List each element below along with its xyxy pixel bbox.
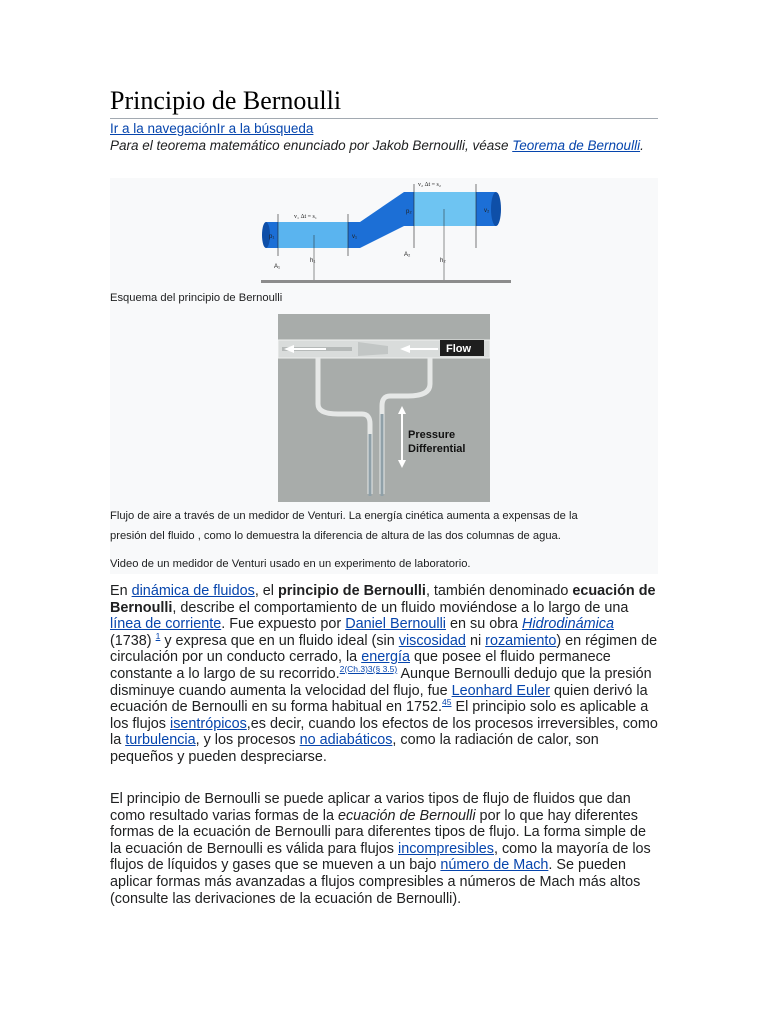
- figure2-caption-line1: Flujo de aire a través de un medidor de Venturi. La energía cinética aumenta a expensas de la: [110, 510, 578, 522]
- figure-container: [110, 178, 658, 574]
- page-title: Principio de Bernoulli: [110, 86, 658, 119]
- label-a2: A₂: [404, 252, 411, 258]
- venturi-meter-photo[interactable]: [278, 314, 490, 502]
- link-daniel-bernoulli[interactable]: Daniel Bernoulli: [345, 616, 446, 633]
- hatnote: Para el teorema matemático enunciado por Jakob Bernoulli, véase Teorema de Bernoulli.: [110, 138, 644, 153]
- skip-links: [110, 120, 313, 137]
- link-linea-de-corriente[interactable]: línea de corriente: [110, 616, 222, 633]
- reference-4-5[interactable]: 45: [442, 697, 452, 708]
- label-h2: h₂: [440, 258, 446, 264]
- reference-1[interactable]: 1: [155, 630, 161, 641]
- link-rozamiento[interactable]: rozamiento: [485, 632, 557, 649]
- figure2-caption-line2: presión del fluido , como lo demuestra la diferencia de altura de las dos columnas de agua.: [110, 530, 561, 542]
- link-dinamica-de-fluidos[interactable]: dinámica de fluidos: [131, 583, 255, 599]
- bernoulli-schematic-diagram[interactable]: [256, 178, 516, 288]
- link-leonhard-euler[interactable]: Leonhard Euler: [451, 682, 551, 699]
- fluid-section-1: [278, 222, 348, 248]
- label-a1: A₁: [274, 264, 281, 270]
- label-p1: p₁: [269, 234, 275, 240]
- link-isentropicos[interactable]: isentrópicos: [170, 715, 247, 732]
- reference-2-3[interactable]: 2(Ch.3)3(§ 3.5): [339, 664, 398, 675]
- label-p2: p₂: [406, 209, 412, 215]
- label-v1: v₁: [352, 234, 358, 240]
- label-v2: v₂: [484, 208, 490, 214]
- label-h1: h₁: [310, 258, 316, 264]
- hatnote-link[interactable]: Teorema de Bernoulli: [512, 138, 641, 153]
- link-hidrodinamica[interactable]: Hidrodinámica: [522, 616, 614, 633]
- skip-to-search-link[interactable]: Ir a la búsqueda: [216, 121, 314, 136]
- paragraph-forms: El principio de Bernoulli se puede aplicar a varios tipos de flujo de fluidos que dan como resultado varias formas de la ecuación de Bernoulli por lo que hay diferentes formas de la ecuación de Bernoulli para diferentes tipos de flujo. La forma simple de la ecuación de Bernoulli es válida para flujos incompresibles, como la mayoría de los flujos de líquidos y gases que se mueven a un bajo número de Mach. Se pueden aplicar formas más avanzadas a flujos compresibles a números de Mach más altos (consulte las derivaciones de la ecuación de Bernoulli).: [110, 791, 651, 907]
- differential-label: Differential: [408, 443, 466, 455]
- link-incompresibles[interactable]: incompresibles: [398, 840, 494, 857]
- label-v2-dt: v₂ Δt = s₂: [418, 182, 441, 188]
- link-energia[interactable]: energía: [361, 649, 410, 666]
- label-v1-dt: v₁ Δt = s₁: [294, 214, 317, 220]
- video-caption: Video de un medidor de Venturi usado en un experimento de laboratorio.: [110, 558, 471, 570]
- ground-line: [261, 280, 511, 283]
- figure1-caption: Esquema del principio de Bernoulli: [110, 292, 283, 304]
- fluid-section-2: [414, 192, 476, 226]
- link-viscosidad[interactable]: viscosidad: [398, 632, 466, 649]
- link-numero-de-mach[interactable]: número de Mach: [440, 857, 549, 874]
- skip-to-navigation-link[interactable]: Ir a la navegación: [110, 121, 217, 136]
- pressure-label: Pressure: [408, 429, 456, 441]
- link-no-adiabaticos[interactable]: no adiabáticos: [299, 732, 393, 749]
- link-turbulencia[interactable]: turbulencia: [125, 732, 196, 749]
- paragraph-intro: En dinámica de fluidos, el principio de Bernoulli, también denominado ecuación de Bernoulli, describe el comportamiento de un fluido moviéndose a lo largo de una línea de corriente. Fue expuesto por Daniel Bernoulli en su obra Hidrodinámica (1738) $^1$ y expresa que en un fluido ideal (sin viscosidad ni rozamiento) en régimen de circulación por un conducto cerrado, la energía que posee el fluido permanece constante a lo largo de su recorrido.$^{2(Ch.3)3(\S 3.5)}$ Aunque Bernoulli dedujo que la presión disminuye cuando aumenta la velocidad del flujo, fue Leonhard Euler quien derivó la ecuación de Bernoulli en su forma habitual en 1752.45 El principio solo es aplicable a los flujos isentrópicos,es decir, cuando los efectos de los procesos irreversibles, como la turbulencia, y los procesos no adiabáticos, como la radiación de calor, son pequeños y pueden despreciarse.: [110, 583, 658, 765]
- flow-label: Flow: [446, 343, 472, 355]
